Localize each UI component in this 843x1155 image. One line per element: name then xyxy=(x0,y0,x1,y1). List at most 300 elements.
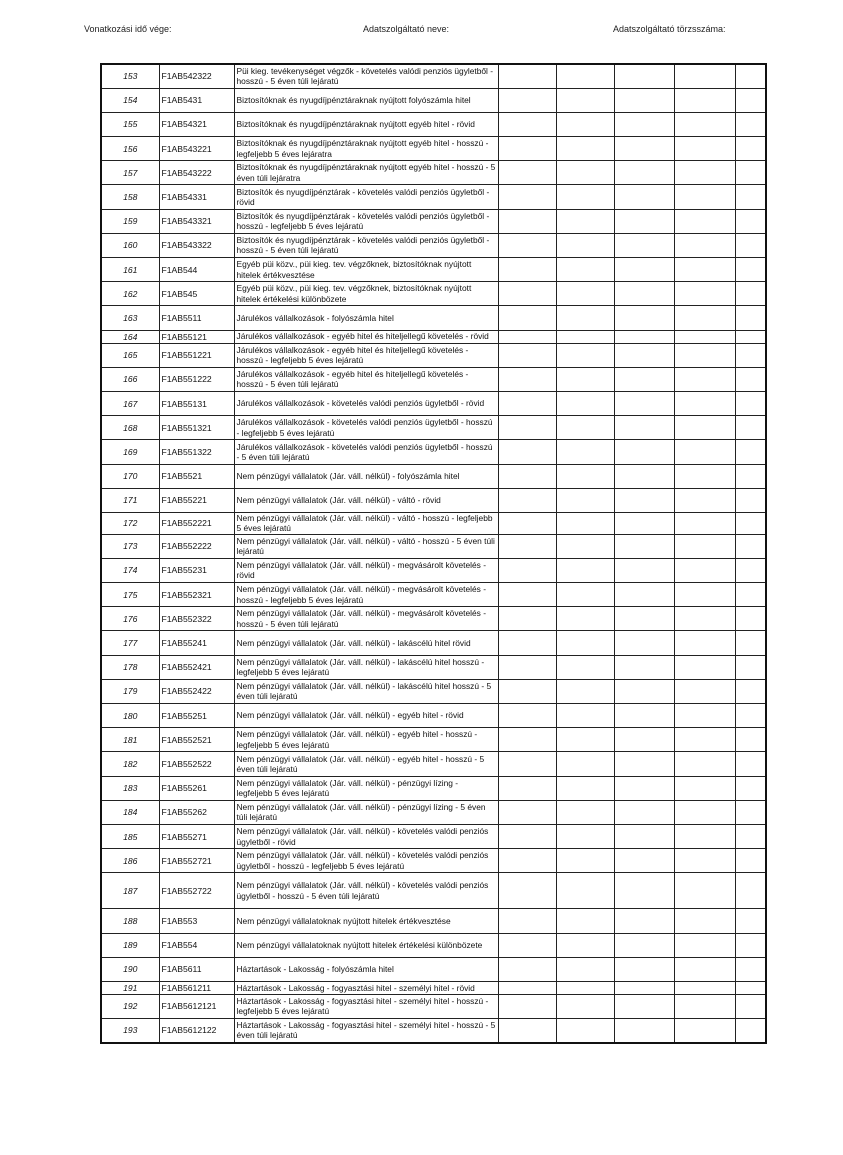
value-cell[interactable] xyxy=(614,185,674,209)
value-cell[interactable] xyxy=(614,776,674,800)
value-cell[interactable] xyxy=(735,512,766,534)
value-cell[interactable] xyxy=(498,258,556,282)
value-cell[interactable] xyxy=(674,800,735,824)
row-code: F1AB552421 xyxy=(159,655,234,679)
row-description: Nem pénzügyi vállalatok (Jár. váll. nélkül) - követelés valódi penziós ügyletből - hosszú - 5 éven túli lejáratú xyxy=(234,873,498,909)
table-row xyxy=(101,873,766,909)
value-cell[interactable] xyxy=(614,728,674,752)
row-number: 168 xyxy=(101,416,159,440)
value-cell[interactable] xyxy=(674,752,735,776)
table-row xyxy=(101,185,766,209)
value-cell[interactable] xyxy=(674,534,735,558)
table-row xyxy=(101,512,766,534)
value-cell[interactable] xyxy=(735,161,766,185)
value-cell[interactable] xyxy=(556,534,614,558)
value-cell[interactable] xyxy=(498,1019,556,1043)
value-cell[interactable] xyxy=(556,655,614,679)
row-code: F1AB543322 xyxy=(159,233,234,257)
table-row xyxy=(101,88,766,112)
table-row xyxy=(101,909,766,933)
row-number: 173 xyxy=(101,534,159,558)
row-number: 178 xyxy=(101,655,159,679)
row-number: 193 xyxy=(101,1019,159,1043)
row-code: F1AB551322 xyxy=(159,440,234,464)
value-cell[interactable] xyxy=(498,209,556,233)
value-cell[interactable] xyxy=(498,88,556,112)
value-cell[interactable] xyxy=(556,849,614,873)
value-cell[interactable] xyxy=(614,933,674,957)
value-cell[interactable] xyxy=(674,137,735,161)
table-row xyxy=(101,631,766,655)
row-code: F1AB552322 xyxy=(159,607,234,631)
row-description: Nem pénzügyi vállalatok (Jár. váll. nélkül) - megvásárolt követelés - hosszú - 5 éven túli lejáratú xyxy=(234,607,498,631)
table-row xyxy=(101,367,766,391)
row-number: 176 xyxy=(101,607,159,631)
value-cell[interactable] xyxy=(614,607,674,631)
value-cell[interactable] xyxy=(498,631,556,655)
value-cell[interactable] xyxy=(556,512,614,534)
row-code: F1AB552721 xyxy=(159,849,234,873)
value-cell[interactable] xyxy=(674,909,735,933)
value-cell[interactable] xyxy=(498,137,556,161)
row-code: F1AB552521 xyxy=(159,728,234,752)
value-cell[interactable] xyxy=(498,849,556,873)
value-cell[interactable] xyxy=(556,800,614,824)
value-cell[interactable] xyxy=(498,558,556,582)
value-cell[interactable] xyxy=(498,112,556,136)
value-cell[interactable] xyxy=(674,776,735,800)
value-cell[interactable] xyxy=(674,981,735,994)
value-cell[interactable] xyxy=(674,583,735,607)
value-cell[interactable] xyxy=(674,849,735,873)
value-cell[interactable] xyxy=(556,161,614,185)
value-cell[interactable] xyxy=(556,416,614,440)
row-description: Biztosítók és nyugdíjpénztárak - követelés valódi penziós ügyletből - rövid xyxy=(234,185,498,209)
value-cell[interactable] xyxy=(498,679,556,703)
row-code: F1AB552321 xyxy=(159,583,234,607)
value-cell[interactable] xyxy=(674,306,735,330)
row-code: F1AB552422 xyxy=(159,679,234,703)
row-code: F1AB551221 xyxy=(159,343,234,367)
value-cell[interactable] xyxy=(614,464,674,488)
value-cell[interactable] xyxy=(674,957,735,981)
row-description: Nem pénzügyi vállalatok (Jár. váll. nélkül) - lakáscélú hitel hosszú - legfeljebb 5 éves lejáratú xyxy=(234,655,498,679)
row-description: Járulékos vállalkozások - egyéb hitel és hiteljellegű követelés - hosszú - legfeljebb 5 éves lejáratú xyxy=(234,343,498,367)
value-cell[interactable] xyxy=(614,994,674,1018)
table-row xyxy=(101,655,766,679)
value-cell[interactable] xyxy=(674,282,735,306)
row-description: Biztosítóknak és nyugdíjpénztáraknak nyújtott egyéb hitel - rövid xyxy=(234,112,498,136)
row-number: 184 xyxy=(101,800,159,824)
value-cell[interactable] xyxy=(614,849,674,873)
value-cell[interactable] xyxy=(614,64,674,88)
value-cell[interactable] xyxy=(735,655,766,679)
value-cell[interactable] xyxy=(735,909,766,933)
value-cell[interactable] xyxy=(614,306,674,330)
value-cell[interactable] xyxy=(498,873,556,909)
value-cell[interactable] xyxy=(498,330,556,343)
row-description: Nem pénzügyi vállalatok (Jár. váll. nélkül) - megvásárolt követelés - hosszú - legfeljebb 5 éves lejáratú xyxy=(234,583,498,607)
row-description: Nem pénzügyi vállalatok (Jár. váll. nélkül) - váltó - hosszú - 5 éven túli lejáratú xyxy=(234,534,498,558)
value-cell[interactable] xyxy=(614,440,674,464)
value-cell[interactable] xyxy=(614,909,674,933)
value-cell[interactable] xyxy=(498,367,556,391)
value-cell[interactable] xyxy=(614,704,674,728)
value-cell[interactable] xyxy=(498,282,556,306)
value-cell[interactable] xyxy=(735,1019,766,1043)
value-cell[interactable] xyxy=(674,994,735,1018)
value-cell[interactable] xyxy=(674,728,735,752)
value-cell[interactable] xyxy=(498,776,556,800)
value-cell[interactable] xyxy=(614,282,674,306)
value-cell[interactable] xyxy=(614,416,674,440)
value-cell[interactable] xyxy=(556,631,614,655)
table-row xyxy=(101,306,766,330)
row-number: 170 xyxy=(101,464,159,488)
value-cell[interactable] xyxy=(735,607,766,631)
row-code: F1AB55231 xyxy=(159,558,234,582)
row-number: 166 xyxy=(101,367,159,391)
row-code: F1AB5611 xyxy=(159,957,234,981)
row-code: F1AB543321 xyxy=(159,209,234,233)
value-cell[interactable] xyxy=(735,728,766,752)
value-cell[interactable] xyxy=(614,752,674,776)
value-cell[interactable] xyxy=(614,343,674,367)
value-cell[interactable] xyxy=(735,752,766,776)
row-description: Háztartások - Lakosság - fogyasztási hitel - személyi hitel - rövid xyxy=(234,981,498,994)
row-code: F1AB55271 xyxy=(159,824,234,848)
data-table xyxy=(100,63,767,1044)
value-cell[interactable] xyxy=(498,800,556,824)
row-number: 156 xyxy=(101,137,159,161)
value-cell[interactable] xyxy=(556,1019,614,1043)
value-cell[interactable] xyxy=(674,440,735,464)
row-number: 177 xyxy=(101,631,159,655)
row-code: F1AB553 xyxy=(159,909,234,933)
value-cell[interactable] xyxy=(674,64,735,88)
value-cell[interactable] xyxy=(498,343,556,367)
row-code: F1AB543221 xyxy=(159,137,234,161)
row-description: Járulékos vállalkozások - követelés valódi penziós ügyletből - hosszú - 5 éven túli lejáratú xyxy=(234,440,498,464)
value-cell[interactable] xyxy=(498,391,556,415)
value-cell[interactable] xyxy=(735,824,766,848)
row-description: Nem pénzügyi vállalatok (Jár. váll. nélkül) - lakáscélú hitel rövid xyxy=(234,631,498,655)
value-cell[interactable] xyxy=(498,824,556,848)
value-cell[interactable] xyxy=(674,367,735,391)
row-number: 180 xyxy=(101,704,159,728)
value-cell[interactable] xyxy=(735,679,766,703)
value-cell[interactable] xyxy=(556,981,614,994)
table-row xyxy=(101,282,766,306)
value-cell[interactable] xyxy=(556,994,614,1018)
value-cell[interactable] xyxy=(674,464,735,488)
row-code: F1AB55131 xyxy=(159,391,234,415)
value-cell[interactable] xyxy=(674,607,735,631)
row-number: 190 xyxy=(101,957,159,981)
value-cell[interactable] xyxy=(498,909,556,933)
value-cell[interactable] xyxy=(735,849,766,873)
value-cell[interactable] xyxy=(614,488,674,512)
row-number: 161 xyxy=(101,258,159,282)
value-cell[interactable] xyxy=(674,631,735,655)
row-number: 189 xyxy=(101,933,159,957)
value-cell[interactable] xyxy=(735,233,766,257)
value-cell[interactable] xyxy=(498,233,556,257)
row-number: 159 xyxy=(101,209,159,233)
value-cell[interactable] xyxy=(674,161,735,185)
value-cell[interactable] xyxy=(556,367,614,391)
value-cell[interactable] xyxy=(498,512,556,534)
row-number: 160 xyxy=(101,233,159,257)
row-description: Háztartások - Lakosság - folyószámla hitel xyxy=(234,957,498,981)
value-cell[interactable] xyxy=(556,185,614,209)
value-cell[interactable] xyxy=(674,933,735,957)
table-row xyxy=(101,464,766,488)
row-description: Nem pénzügyi vállalatok (Jár. váll. nélkül) - egyéb hitel - hosszú - 5 éven túli lejáratú xyxy=(234,752,498,776)
value-cell[interactable] xyxy=(735,64,766,88)
value-cell[interactable] xyxy=(614,391,674,415)
value-cell[interactable] xyxy=(674,488,735,512)
row-number: 172 xyxy=(101,512,159,534)
value-cell[interactable] xyxy=(735,776,766,800)
row-code: F1AB5612121 xyxy=(159,994,234,1018)
value-cell[interactable] xyxy=(556,607,614,631)
value-cell[interactable] xyxy=(735,994,766,1018)
row-description: Nem pénzügyi vállalatoknak nyújtott hitelek értékvesztése xyxy=(234,909,498,933)
value-cell[interactable] xyxy=(735,416,766,440)
row-code: F1AB552221 xyxy=(159,512,234,534)
value-cell[interactable] xyxy=(735,800,766,824)
row-number: 165 xyxy=(101,343,159,367)
value-cell[interactable] xyxy=(498,488,556,512)
table-row xyxy=(101,583,766,607)
row-number: 179 xyxy=(101,679,159,703)
value-cell[interactable] xyxy=(498,534,556,558)
value-cell[interactable] xyxy=(674,558,735,582)
value-cell[interactable] xyxy=(735,391,766,415)
value-cell[interactable] xyxy=(735,631,766,655)
row-description: Járulékos vállalkozások - követelés valódi penziós ügyletből - hosszú - legfeljebb 5 éves lejáratú xyxy=(234,416,498,440)
value-cell[interactable] xyxy=(498,957,556,981)
reference-period-label: Vonatkozási idő vége: xyxy=(84,24,172,34)
row-description: Járulékos vállalkozások - folyószámla hitel xyxy=(234,306,498,330)
value-cell[interactable] xyxy=(556,728,614,752)
value-cell[interactable] xyxy=(674,704,735,728)
value-cell[interactable] xyxy=(614,873,674,909)
value-cell[interactable] xyxy=(735,558,766,582)
row-description: Nem pénzügyi vállalatok (Jár. váll. nélkül) - megvásárolt követelés - rövid xyxy=(234,558,498,582)
row-number: 192 xyxy=(101,994,159,1018)
value-cell[interactable] xyxy=(556,909,614,933)
row-code: F1AB5431 xyxy=(159,88,234,112)
value-cell[interactable] xyxy=(498,416,556,440)
value-cell[interactable] xyxy=(674,1019,735,1043)
value-cell[interactable] xyxy=(735,488,766,512)
value-cell[interactable] xyxy=(556,137,614,161)
value-cell[interactable] xyxy=(556,704,614,728)
value-cell[interactable] xyxy=(735,873,766,909)
value-cell[interactable] xyxy=(614,824,674,848)
row-number: 181 xyxy=(101,728,159,752)
row-code: F1AB55221 xyxy=(159,488,234,512)
value-cell[interactable] xyxy=(498,655,556,679)
value-cell[interactable] xyxy=(614,957,674,981)
value-cell[interactable] xyxy=(556,306,614,330)
value-cell[interactable] xyxy=(556,464,614,488)
value-cell[interactable] xyxy=(556,330,614,343)
value-cell[interactable] xyxy=(498,440,556,464)
provider-name-label: Adatszolgáltató neve: xyxy=(363,24,450,34)
value-cell[interactable] xyxy=(614,367,674,391)
value-cell[interactable] xyxy=(614,981,674,994)
row-description: Nem pénzügyi vállalatok (Jár. váll. nélkül) - egyéb hitel - hosszú - legfeljebb 5 éves lejáratú xyxy=(234,728,498,752)
value-cell[interactable] xyxy=(735,209,766,233)
table-row xyxy=(101,440,766,464)
table-row xyxy=(101,776,766,800)
value-cell[interactable] xyxy=(674,679,735,703)
value-cell[interactable] xyxy=(556,343,614,367)
row-number: 169 xyxy=(101,440,159,464)
value-cell[interactable] xyxy=(614,161,674,185)
value-cell[interactable] xyxy=(498,64,556,88)
value-cell[interactable] xyxy=(735,583,766,607)
value-cell[interactable] xyxy=(498,185,556,209)
value-cell[interactable] xyxy=(556,282,614,306)
value-cell[interactable] xyxy=(735,957,766,981)
value-cell[interactable] xyxy=(498,704,556,728)
value-cell[interactable] xyxy=(735,185,766,209)
row-number: 167 xyxy=(101,391,159,415)
value-cell[interactable] xyxy=(614,655,674,679)
value-cell[interactable] xyxy=(735,137,766,161)
row-code: F1AB55251 xyxy=(159,704,234,728)
value-cell[interactable] xyxy=(556,679,614,703)
value-cell[interactable] xyxy=(674,343,735,367)
row-number: 186 xyxy=(101,849,159,873)
value-cell[interactable] xyxy=(735,306,766,330)
value-cell[interactable] xyxy=(674,233,735,257)
value-cell[interactable] xyxy=(735,88,766,112)
value-cell[interactable] xyxy=(735,258,766,282)
value-cell[interactable] xyxy=(556,233,614,257)
value-cell[interactable] xyxy=(674,824,735,848)
value-cell[interactable] xyxy=(556,776,614,800)
value-cell[interactable] xyxy=(614,233,674,257)
row-code: F1AB542322 xyxy=(159,64,234,88)
value-cell[interactable] xyxy=(498,933,556,957)
value-cell[interactable] xyxy=(614,209,674,233)
value-cell[interactable] xyxy=(556,488,614,512)
row-number: 155 xyxy=(101,112,159,136)
value-cell[interactable] xyxy=(614,137,674,161)
table-row xyxy=(101,981,766,994)
value-cell[interactable] xyxy=(556,440,614,464)
value-cell[interactable] xyxy=(556,209,614,233)
value-cell[interactable] xyxy=(735,367,766,391)
value-cell[interactable] xyxy=(614,631,674,655)
value-cell[interactable] xyxy=(735,112,766,136)
value-cell[interactable] xyxy=(498,981,556,994)
value-cell[interactable] xyxy=(498,607,556,631)
value-cell[interactable] xyxy=(614,679,674,703)
table-row xyxy=(101,607,766,631)
value-cell[interactable] xyxy=(674,655,735,679)
value-cell[interactable] xyxy=(674,512,735,534)
value-cell[interactable] xyxy=(735,981,766,994)
value-cell[interactable] xyxy=(556,558,614,582)
value-cell[interactable] xyxy=(498,306,556,330)
value-cell[interactable] xyxy=(614,258,674,282)
table-row xyxy=(101,679,766,703)
row-description: Nem pénzügyi vállalatok (Jár. váll. nélkül) - folyószámla hitel xyxy=(234,464,498,488)
row-number: 182 xyxy=(101,752,159,776)
value-cell[interactable] xyxy=(674,873,735,909)
value-cell[interactable] xyxy=(674,258,735,282)
value-cell[interactable] xyxy=(674,112,735,136)
value-cell[interactable] xyxy=(556,112,614,136)
value-cell[interactable] xyxy=(498,728,556,752)
row-code: F1AB54321 xyxy=(159,112,234,136)
value-cell[interactable] xyxy=(556,64,614,88)
value-cell[interactable] xyxy=(735,704,766,728)
value-cell[interactable] xyxy=(674,391,735,415)
value-cell[interactable] xyxy=(614,558,674,582)
value-cell[interactable] xyxy=(556,88,614,112)
value-cell[interactable] xyxy=(556,583,614,607)
value-cell[interactable] xyxy=(614,534,674,558)
row-description: Nem pénzügyi vállalatok (Jár. váll. nélkül) - pénzügyi lízing - legfeljebb 5 éves lejáratú xyxy=(234,776,498,800)
value-cell[interactable] xyxy=(556,824,614,848)
value-cell[interactable] xyxy=(614,330,674,343)
value-cell[interactable] xyxy=(735,440,766,464)
value-cell[interactable] xyxy=(614,800,674,824)
value-cell[interactable] xyxy=(735,330,766,343)
value-cell[interactable] xyxy=(614,583,674,607)
value-cell[interactable] xyxy=(674,88,735,112)
value-cell[interactable] xyxy=(614,88,674,112)
value-cell[interactable] xyxy=(498,583,556,607)
value-cell[interactable] xyxy=(735,343,766,367)
row-description: Nem pénzügyi vállalatok (Jár. váll. nélkül) - lakáscélú hitel hosszú - 5 éven túli lejáratú xyxy=(234,679,498,703)
value-cell[interactable] xyxy=(735,282,766,306)
value-cell[interactable] xyxy=(556,258,614,282)
value-cell[interactable] xyxy=(735,933,766,957)
value-cell[interactable] xyxy=(556,933,614,957)
value-cell[interactable] xyxy=(556,873,614,909)
table-row xyxy=(101,800,766,824)
value-cell[interactable] xyxy=(556,957,614,981)
value-cell[interactable] xyxy=(735,464,766,488)
value-cell[interactable] xyxy=(674,416,735,440)
value-cell[interactable] xyxy=(556,752,614,776)
value-cell[interactable] xyxy=(498,464,556,488)
value-cell[interactable] xyxy=(498,752,556,776)
value-cell[interactable] xyxy=(614,1019,674,1043)
table-row xyxy=(101,330,766,343)
row-description: Biztosítók és nyugdíjpénztárak - követelés valódi penziós ügyletből - hosszú - 5 éven túli lejáratú xyxy=(234,233,498,257)
value-cell[interactable] xyxy=(614,112,674,136)
value-cell[interactable] xyxy=(498,994,556,1018)
value-cell[interactable] xyxy=(674,185,735,209)
table-row xyxy=(101,558,766,582)
table-row xyxy=(101,824,766,848)
value-cell[interactable] xyxy=(674,209,735,233)
value-cell[interactable] xyxy=(674,330,735,343)
value-cell[interactable] xyxy=(556,391,614,415)
value-cell[interactable] xyxy=(735,534,766,558)
value-cell[interactable] xyxy=(498,161,556,185)
value-cell[interactable] xyxy=(614,512,674,534)
